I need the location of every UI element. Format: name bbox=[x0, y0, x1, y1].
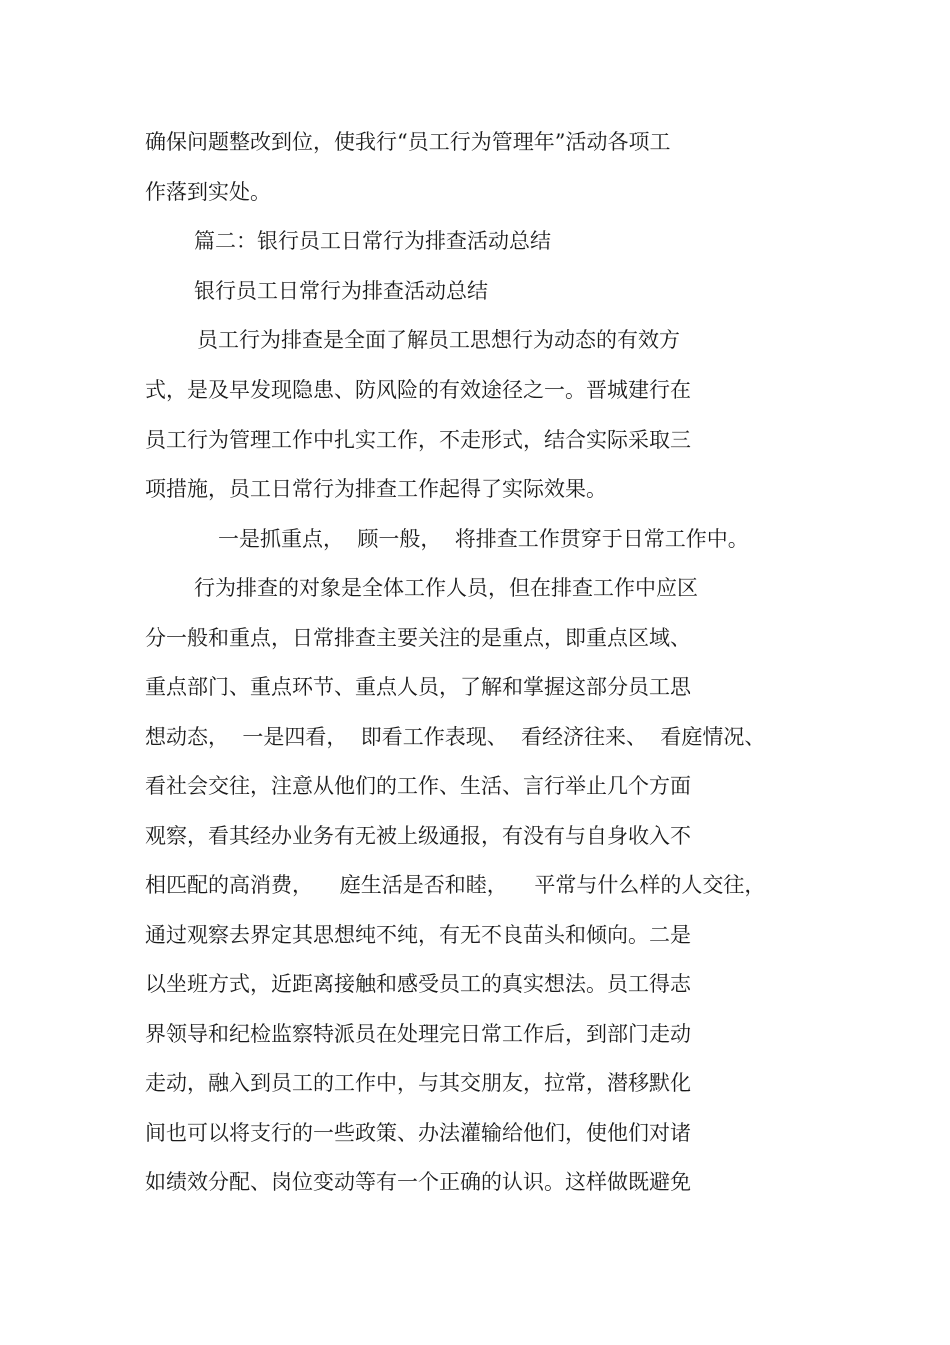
text-line: 行为排查的对象是全体工作人员，但在排查工作中应区 bbox=[194, 576, 698, 600]
text-line: 作落到实处。 bbox=[145, 180, 271, 204]
text-line: 观察，看其经办业务有无被上级通报，有没有与自身收入不 bbox=[145, 824, 691, 848]
text-line: 相匹配的高消费， 庭生活是否和睦， 平常与什么样的人交往， bbox=[145, 873, 766, 897]
text-line: 员工行为管理工作中扎实工作，不走形式，结合实际采取三 bbox=[145, 428, 691, 452]
text-line: 走动，融入到员工的工作中，与其交朋友，拉常，潜移默化 bbox=[145, 1071, 691, 1095]
article-title: 银行员工日常行为排查活动总结 bbox=[194, 279, 488, 303]
section-heading: 篇二：银行员工日常行为排查活动总结 bbox=[194, 229, 551, 253]
text-line: 间也可以将支行的一些政策、办法灌输给他们，使他们对诸 bbox=[145, 1121, 691, 1145]
text-line: 分一般和重点，日常排查主要关注的是重点，即重点区域、 bbox=[145, 626, 691, 650]
text-line: 员工行为排查是全面了解员工思想行为动态的有效方 bbox=[197, 328, 680, 352]
text-line: 确保问题整改到位，使我行“员工行为管理年”活动各项工 bbox=[145, 130, 671, 154]
text-line: 界领导和纪检监察特派员在处理完日常工作后，到部门走动 bbox=[145, 1022, 691, 1046]
text-line: 重点部门、重点环节、重点人员，了解和掌握这部分员工思 bbox=[145, 675, 691, 699]
text-line: 通过观察去界定其思想纯不纯，有无不良苗头和倾向。二是 bbox=[145, 923, 691, 947]
text-line: 一是抓重点， 顾一般， 将排查工作贯穿于日常工作中。 bbox=[218, 527, 749, 551]
text-line: 式，是及早发现隐患、防风险的有效途径之一。晋城建行在 bbox=[145, 378, 691, 402]
text-line: 如绩效分配、岗位变动等有一个正确的认识。这样做既避免 bbox=[145, 1170, 691, 1194]
text-line: 项措施，员工日常行为排查工作起得了实际效果。 bbox=[145, 477, 607, 501]
text-line: 想动态， 一是四看， 即看工作表现、 看经济往来、 看庭情况、 bbox=[145, 725, 766, 749]
text-line: 看社会交往，注意从他们的工作、生活、言行举止几个方面 bbox=[145, 774, 691, 798]
text-line: 以坐班方式，近距离接触和感受员工的真实想法。员工得志 bbox=[145, 972, 691, 996]
